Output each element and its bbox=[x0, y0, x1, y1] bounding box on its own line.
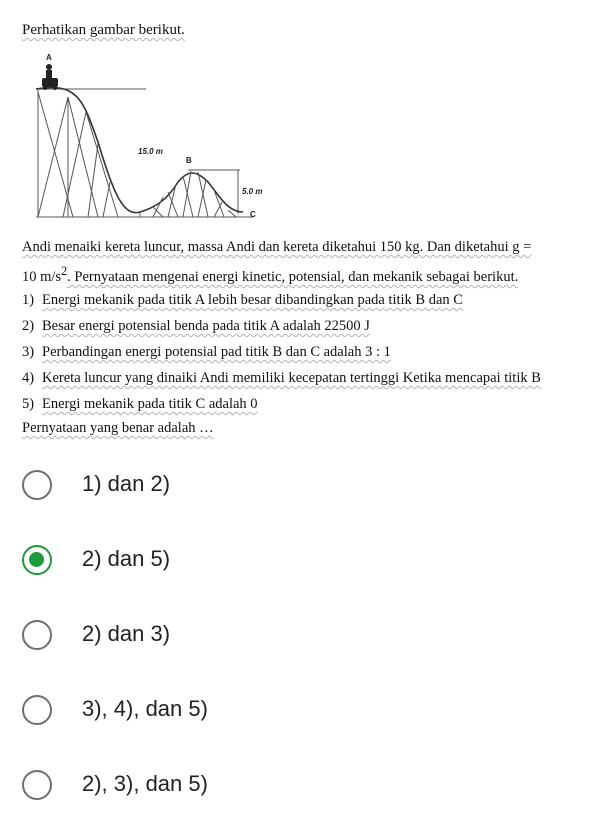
statement-1-num: 1) bbox=[22, 292, 35, 308]
statement-1-text: Energi mekanik pada titik A lebih besar dibandingkan pada titik B dan C bbox=[42, 292, 463, 308]
statement-2 bbox=[22, 316, 370, 336]
height-bc-label: 5.0 m bbox=[242, 187, 263, 196]
statement-2-num: 2) bbox=[22, 318, 35, 334]
statement-3-num: 3) bbox=[22, 344, 35, 360]
radio-unselected-icon[interactable] bbox=[22, 770, 52, 800]
label-c: C bbox=[250, 210, 256, 219]
radio-unselected-icon[interactable] bbox=[22, 695, 52, 725]
paragraph-line-2-sup: 2 bbox=[61, 264, 68, 278]
question-ask: Pernyataan yang benar adalah … bbox=[22, 420, 214, 436]
statement-4 bbox=[22, 368, 541, 388]
statement-5 bbox=[22, 394, 258, 414]
statement-4-text: Kereta luncur yang dinaiki Andi memiliki kecepatan tertinggi Ketika mencapai titik B bbox=[42, 370, 541, 386]
roller-coaster-figure bbox=[28, 52, 288, 230]
option-2[interactable] bbox=[0, 525, 594, 595]
paragraph-line-2 bbox=[22, 259, 582, 289]
question-intro: Perhatikan gambar berikut. bbox=[22, 22, 185, 38]
paragraph-line-2-post: . Pernyataan mengenai energi kinetic, potensial, dan mekanik sebagai berikut. bbox=[67, 268, 519, 285]
statement-5-text: Energi mekanik pada titik C adalah 0 bbox=[42, 396, 258, 412]
statement-2-text: Besar energi potensial benda pada titik A adalah 22500 J bbox=[42, 318, 370, 334]
radio-selected-icon[interactable] bbox=[22, 545, 52, 575]
option-4-label[interactable]: 3), 4), dan 5) bbox=[82, 696, 208, 721]
cart-icon bbox=[42, 64, 58, 90]
label-b: B bbox=[186, 156, 192, 165]
label-a: A bbox=[46, 53, 52, 62]
statement-1 bbox=[22, 290, 463, 310]
radio-unselected-icon[interactable] bbox=[22, 470, 52, 500]
paragraph-line-1: Andi menaiki kereta luncur, massa Andi dan kereta diketahui 150 kg. Dan diketahui g = bbox=[22, 239, 532, 255]
option-1-label[interactable]: 1) dan 2) bbox=[82, 471, 171, 496]
height-ab-label: 15.0 m bbox=[138, 147, 163, 156]
radio-unselected-icon[interactable] bbox=[22, 620, 52, 650]
option-4[interactable] bbox=[0, 675, 594, 745]
question-paragraph bbox=[22, 235, 582, 289]
statement-3 bbox=[22, 342, 391, 362]
statement-3-text: Perbandingan energi potensial pad titik B dan C adalah 3 : 1 bbox=[42, 344, 391, 360]
option-5[interactable] bbox=[0, 750, 594, 820]
paragraph-line-2-pre: 10 m/s bbox=[22, 268, 62, 285]
option-3-label[interactable]: 2) dan 3) bbox=[82, 621, 171, 646]
statement-4-num: 4) bbox=[22, 370, 35, 386]
option-3[interactable] bbox=[0, 600, 594, 670]
option-2-label[interactable]: 2) dan 5) bbox=[82, 546, 171, 571]
option-5-label[interactable]: 2), 3), dan 5) bbox=[82, 771, 208, 796]
statement-5-num: 5) bbox=[22, 396, 35, 412]
option-1[interactable] bbox=[0, 450, 594, 520]
